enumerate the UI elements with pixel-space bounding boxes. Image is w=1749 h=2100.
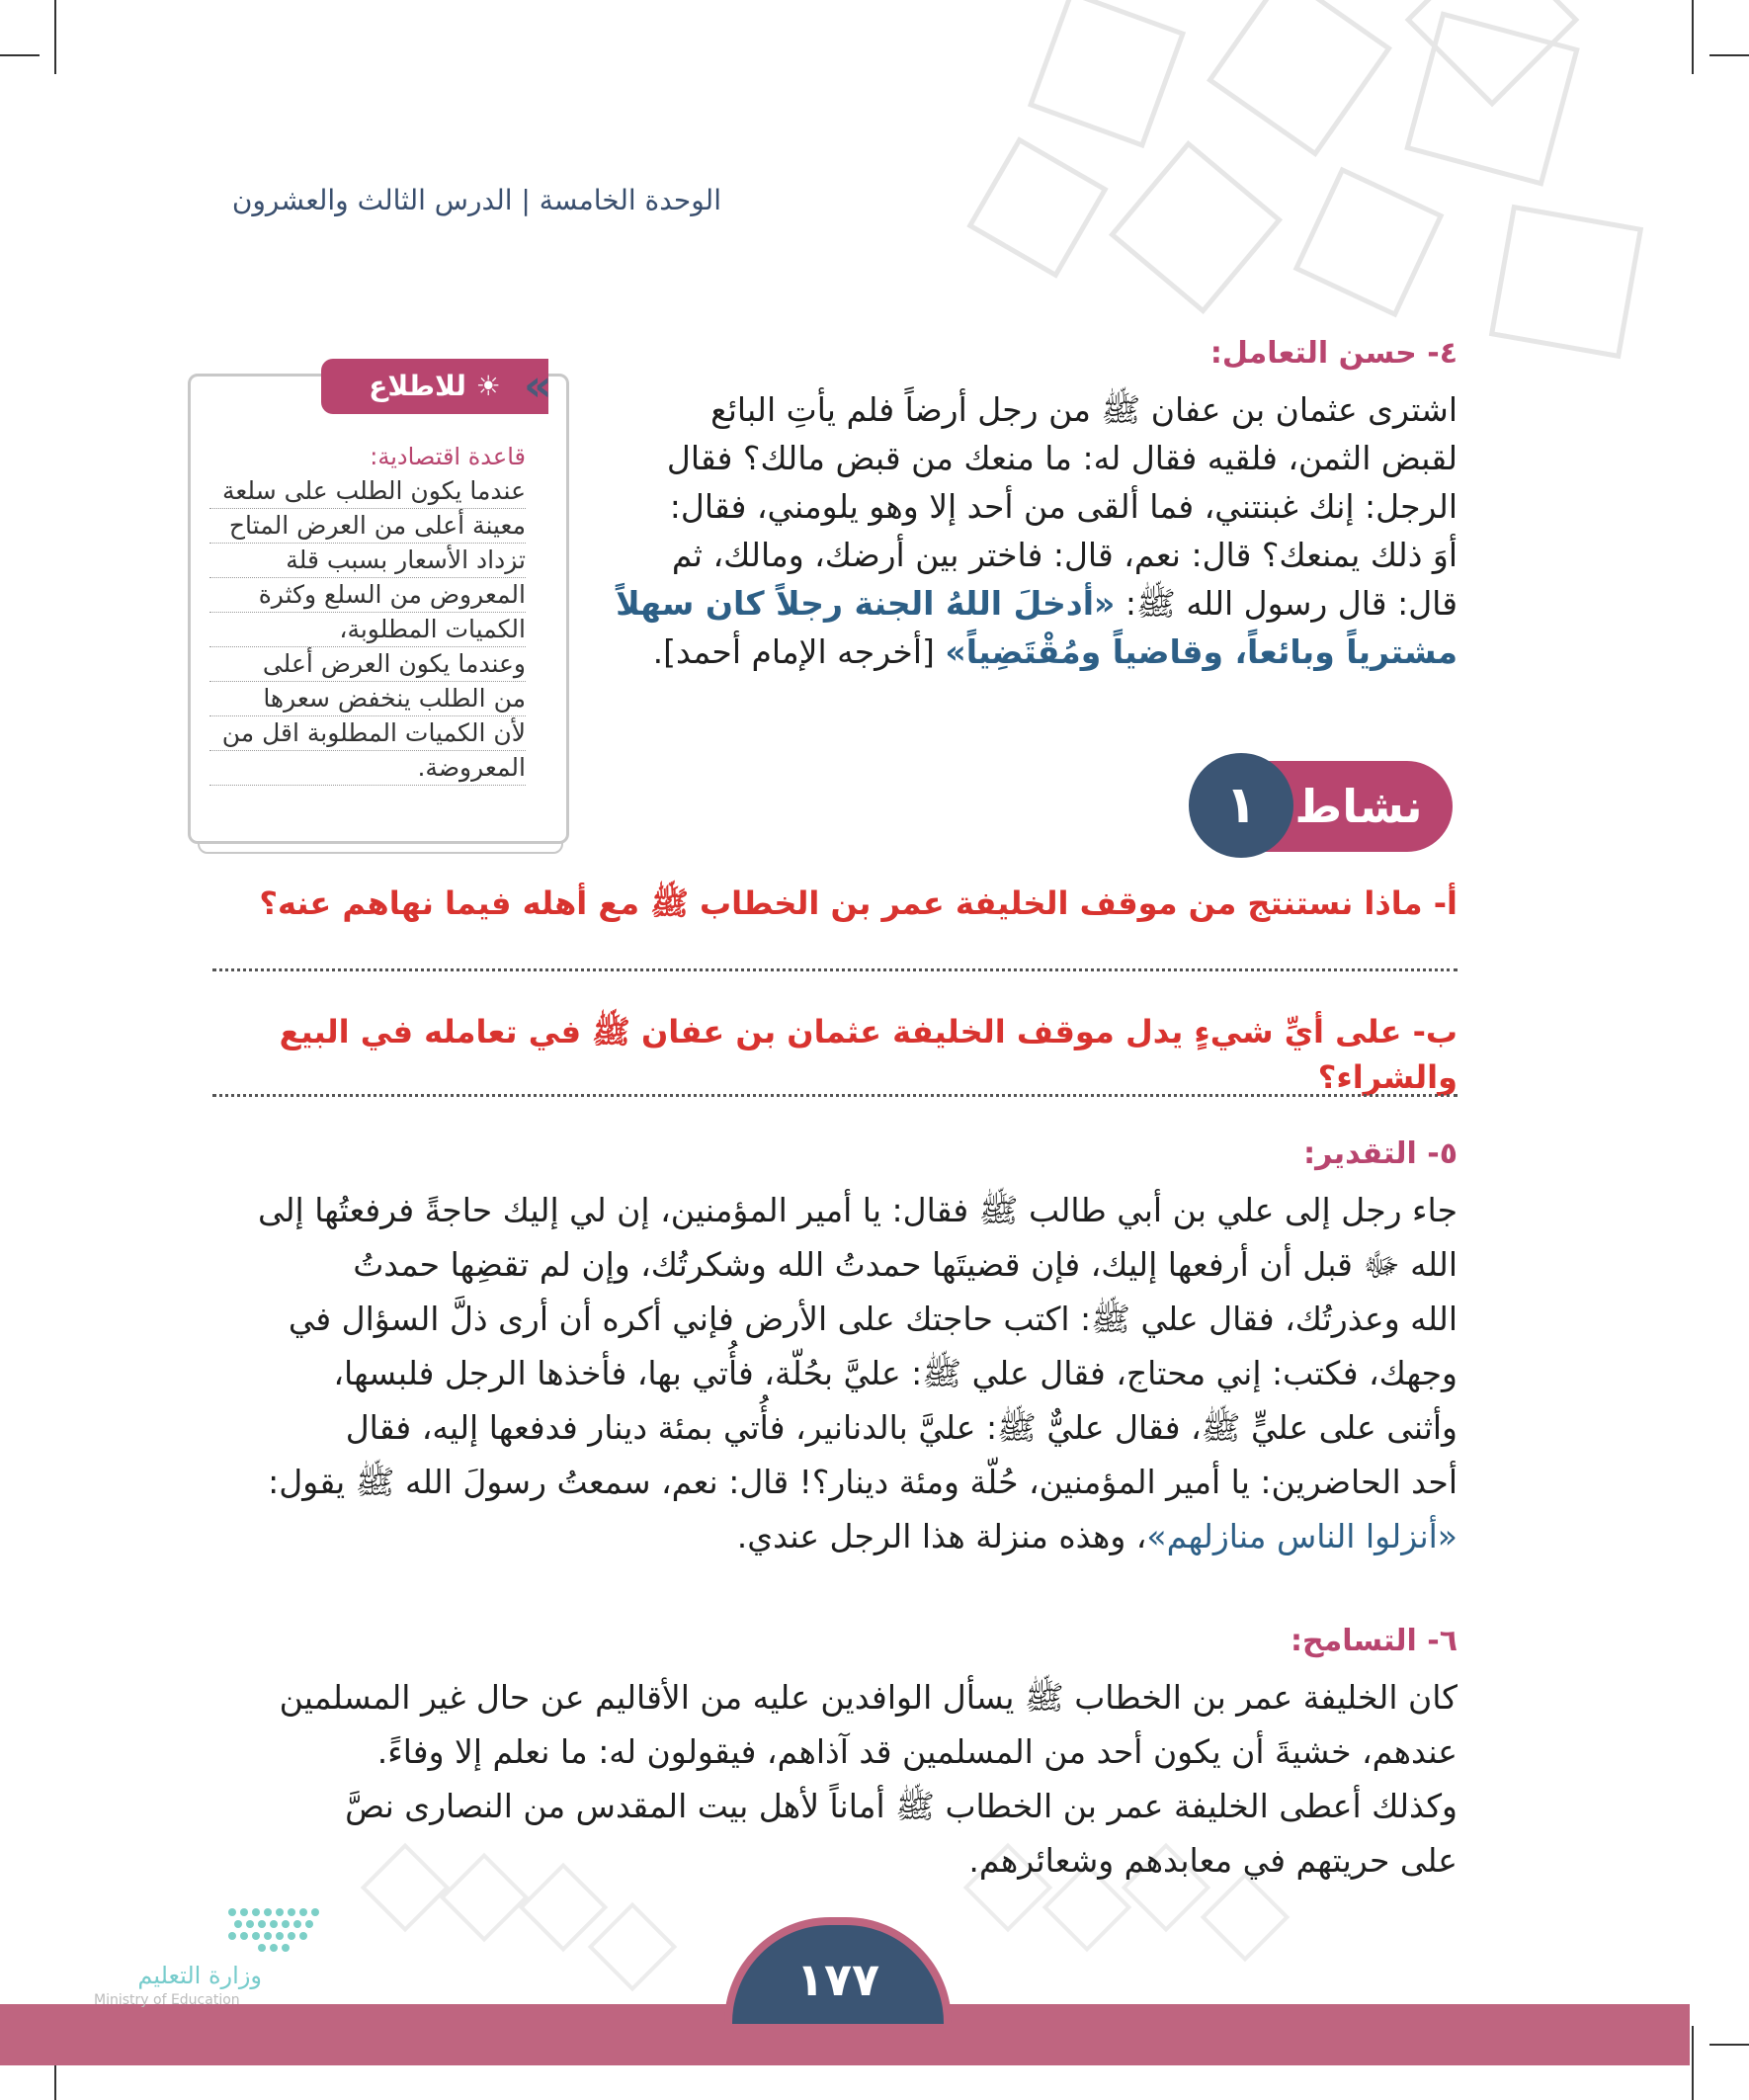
lightbulb-icon: ☀ (465, 370, 501, 402)
section5-line: الله وعذرتُك، فقال علي ﷺ: اكتب حاجتك على الأرض فإني أكره أن أرى ذلَّ السؤال في (288, 1300, 1458, 1338)
section4-line: أوَ ذلك يمنعك؟ قال: نعم، قال: فاختر بين أرضك، ومالك، ثم (671, 536, 1458, 574)
sidebar-line: معينة أعلى من العرض المتاح (209, 509, 526, 544)
sidebar-line: الكميات المطلوبة، (209, 613, 526, 647)
sidebar-tag-label: للاطلاع (369, 370, 466, 402)
section4-line: اشترى عثمان بن عفان ﷺ من رجل أرضاً فلم يأتِ البائع (710, 390, 1458, 429)
hadith-source: [أخرجه الإمام أحمد]. (652, 632, 935, 671)
section5-line (208, 1509, 1458, 1563)
sidebar-line: تزداد الأسعار بسبب قلة (209, 544, 526, 578)
crop-mark (0, 54, 40, 56)
sidebar-text (209, 474, 526, 786)
section5-title: ٥- التقدير: (1303, 1136, 1458, 1171)
section6-line: كان الخليفة عمر بن الخطاب ﷺ يسأل الوافدين عليه من الأقاليم عن حال غير المسلمين (279, 1678, 1458, 1717)
sidebar-line: من الطلب ينخفض سعرها (209, 682, 526, 716)
sidebar-line: وعندما يكون العرض أعلى (209, 647, 526, 682)
crop-mark (1709, 2044, 1749, 2046)
question-b: ب- على أيِّ شيءٍ يدل موقف الخليفة عثمان بن عفان ﷺ في تعامله في البيع والشراء؟ (279, 1013, 1458, 1096)
section6-line: وكذلك أعطى الخليفة عمر بن الخطاب ﷺ أماناً لأهل بيت المقدس من النصارى نصَّ (345, 1787, 1458, 1825)
crop-mark (1709, 54, 1749, 56)
section5-line: جاء رجل إلى علي بن أبي طالب ﷺ فقال: يا أمير المؤمنين، إن لي إليك حاجةً فرفعتُها إلى (258, 1191, 1458, 1229)
section5-last: ، وهذه منزلة هذا الرجل عندي. (736, 1517, 1147, 1555)
section4-line: الرجل: إنك غبنتني، فما ألقى من أحد إلا وهو يلومني، فقال: (669, 487, 1458, 526)
crop-mark (1692, 2026, 1694, 2100)
hadith-quote-1: «أدخلَ اللهُ الجنة رجلاً كان سهلاً (616, 584, 1116, 623)
sidebar-title: قاعدة اقتصادية: (370, 443, 526, 470)
chevron-left-icon: « (524, 361, 552, 411)
crop-mark (1692, 0, 1694, 74)
answer-line-a[interactable] (212, 966, 1458, 971)
section5-line: وجهك، فكتب: إني محتاج، فقال علي ﷺ: عليَّ بحُلّة، فأُتي بها، فأخذها الرجل فلبسها، (333, 1354, 1458, 1392)
section4-line: لقبض الثمن، فلقيه فقال له: ما منعك من قبض مالك؟ فقال (666, 439, 1458, 477)
section6-title: ٦- التسامح: (1291, 1624, 1458, 1658)
crop-mark (54, 0, 56, 74)
page-number: ١٧٧ (724, 1917, 952, 2024)
hadith-quote-2: مشترياً وبائعاً، وقاضياً ومُقْتَضِياً» (945, 632, 1458, 671)
section4-title: ٤- حسن التعامل: (1209, 336, 1458, 371)
section4-body (603, 385, 1458, 676)
section4-line (603, 628, 1458, 676)
section6-line: عندهم، خشيةَ أن يكون أحد من المسلمين قد آذاهم، فيقولون له: ما نعلم إلا وفاءً. (376, 1732, 1458, 1771)
section4-line-lead: قال: قال رسول الله ﷺ: (1124, 584, 1458, 623)
sidebar-tag (321, 359, 548, 414)
section6-line: على حريتهم في معابدهم وشعائرهم. (968, 1841, 1458, 1880)
answer-line-b[interactable] (212, 1092, 1458, 1097)
section5-body (208, 1183, 1458, 1563)
ministry-logo-text: وزارة التعليم (137, 1962, 262, 1989)
section4-line (603, 579, 1458, 628)
activity-label: نشاط (1294, 780, 1423, 833)
section5-line: أحد الحاضرين: يا أمير المؤمنين، حُلّة ومئة دينار؟! قال: نعم، سمعتُ رسولَ الله ﷺ يقول: (268, 1463, 1458, 1501)
sidebar-line: المعروضة. (209, 751, 526, 786)
activity-number: ١ (1189, 753, 1293, 858)
section5-line: وأثنى على عليٍّ ﷺ، فقال عليٌّ ﷺ: عليَّ بالدنانير، فأُتي بمئة دينار فدفعها إليه، فقال (345, 1408, 1458, 1447)
page-header: الوحدة الخامسة | الدرس الثالث والعشرون (231, 184, 721, 216)
question-a: أ- ماذا نستنتج من موقف الخليفة عمر بن الخطاب ﷺ مع أهله فيما نهاهم عنه؟ (259, 884, 1458, 922)
hadith-quote-3: «أنزلوا الناس منازلهم» (1146, 1517, 1458, 1555)
section5-line: الله ﷻ قبل أن أرفعها إليك، فإن قضيتَها حمدتُ الله وشكرتُك، وإن لم تقضِها حمدتُ (353, 1245, 1458, 1284)
ministry-logo-subtext: Ministry of Education (94, 1992, 240, 2008)
sidebar-line: عندما يكون الطلب على سلعة (209, 474, 526, 509)
sidebar-line: لأن الكميات المطلوبة اقل من (209, 716, 526, 751)
sidebar-line: المعروض من السلع وكثرة (209, 578, 526, 613)
section6-body (208, 1670, 1458, 1888)
